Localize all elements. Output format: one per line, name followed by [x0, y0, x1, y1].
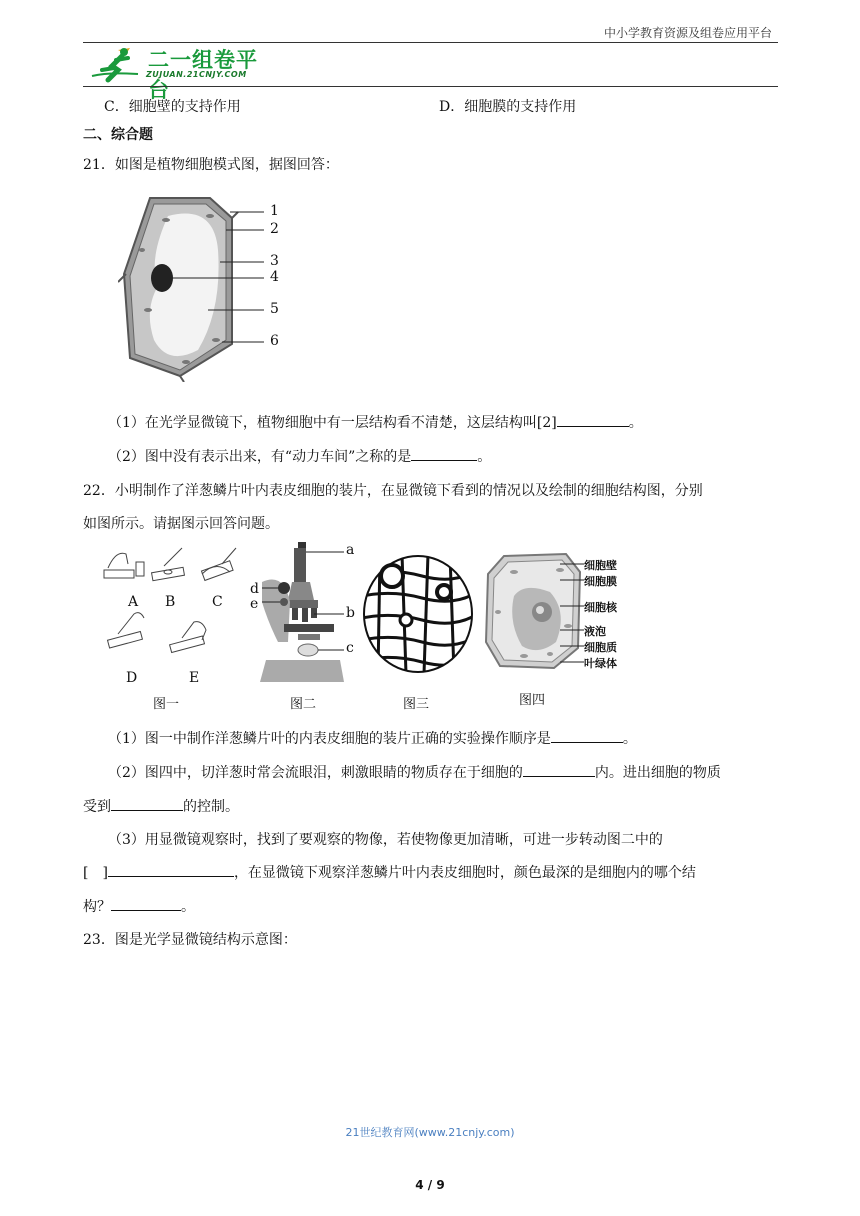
answer-blank[interactable] — [108, 862, 234, 877]
q22-part1: （1）图一中制作洋葱鳞片叶的内表皮细胞的装片正确的实验操作顺序是 。 — [108, 728, 637, 748]
fig2-letter-c: c — [346, 640, 354, 656]
option-c: C．细胞壁的支持作用 — [104, 99, 241, 115]
caption-fig2: 图二 — [290, 697, 317, 712]
caption-fig3: 图三 — [403, 697, 430, 712]
q22-part3-line2: [ ] ，在显微镜下观察洋葱鳞片叶内表皮细胞时，颜色最深的是细胞内的哪个结 — [83, 862, 696, 882]
footer-link[interactable]: 21世纪教育网(www.21cnjy.com) — [345, 1126, 515, 1139]
figure-4-leader-lines — [560, 558, 586, 668]
answer-blank[interactable] — [111, 896, 181, 911]
q22-stem-line1: 22．小明制作了洋葱鳞片叶内表皮细胞的装片，在显微镜下看到的情况以及绘制的细胞结构图，分别 — [83, 483, 703, 499]
fig1-letter-a: A — [128, 594, 139, 610]
fig4-label-vacuole: 液泡 — [584, 625, 606, 638]
logo — [88, 44, 278, 102]
fig2-letter-d: d — [250, 581, 259, 597]
fig4-label-cell-membrane: 细胞膜 — [584, 575, 617, 588]
fig1-letter-b: B — [165, 594, 176, 610]
q22-stem-line2: 如图所示。请据图示回答问题。 — [83, 516, 279, 532]
answer-blank[interactable] — [523, 762, 595, 777]
fig1-letter-c: C — [212, 594, 223, 610]
fig4-label-nucleus: 细胞核 — [584, 601, 617, 614]
figure-1-steps — [98, 544, 240, 684]
header-divider-bottom — [83, 86, 778, 87]
cell-label-3: 3 — [270, 253, 279, 269]
fig4-label-chloroplast: 叶绿体 — [584, 657, 617, 670]
option-d: D．细胞膜的支持作用 — [439, 99, 577, 115]
caption-fig4: 图四 — [519, 693, 546, 708]
q22-part3-line1: （3）用显微镜观察时，找到了要观察的物像，若使物像更加清晰，可进一步转动图二中的 — [108, 832, 663, 848]
answer-blank[interactable] — [557, 412, 629, 427]
q21-stem: 21．如图是植物细胞模式图，据图回答： — [83, 157, 339, 173]
cell-label-6: 6 — [270, 333, 279, 349]
platform-title: 中小学教育资源及组卷应用平台 — [603, 26, 772, 40]
fig2-letter-e: e — [250, 596, 259, 612]
figure-3-field-of-view — [362, 554, 474, 674]
cell-label-1: 1 — [270, 203, 279, 219]
fig1-letter-d: D — [126, 670, 138, 686]
logo-text: 二一组卷平台 — [148, 48, 258, 102]
cell-label-5: 5 — [270, 301, 279, 317]
q22-part3-line3: 构？ 。 — [83, 896, 195, 916]
cell-label-2: 2 — [270, 221, 279, 237]
q21-part2: （2）图中没有表示出来，有“动力车间”之称的是 。 — [108, 446, 491, 466]
fig2-letter-b: b — [346, 605, 355, 621]
q22-part2-line2: 受到 的控制。 — [83, 796, 239, 816]
answer-blank[interactable] — [111, 796, 183, 811]
q21-part1: （1）在光学显微镜下，植物细胞中有一层结构看不清楚，这层结构叫[2] 。 — [108, 412, 643, 432]
figure-2-microscope — [248, 542, 360, 688]
logo-subtext: ZUJUAN.21CNJY.COM — [146, 70, 247, 79]
fig4-label-cell-wall: 细胞壁 — [584, 559, 617, 572]
section-title: 二、综合题 — [83, 127, 153, 143]
fig4-label-cytoplasm: 细胞质 — [584, 641, 617, 654]
fig1-letter-e: E — [189, 670, 200, 686]
q23-stem: 23．图是光学显微镜结构示意图： — [83, 932, 297, 948]
answer-blank[interactable] — [411, 446, 477, 461]
cell-label-4: 4 — [270, 269, 279, 285]
runner-logo-icon — [88, 44, 144, 84]
header-divider-top — [83, 42, 778, 43]
fig2-letter-a: a — [346, 542, 355, 558]
q22-part2-line1: （2）图四中，切洋葱时常会流眼泪，刺激眼睛的物质存在于细胞的 内。进出细胞的物质 — [108, 762, 721, 782]
answer-blank[interactable] — [551, 728, 623, 743]
page-number: 4 / 9 — [415, 1178, 445, 1192]
caption-fig1: 图一 — [153, 697, 180, 712]
